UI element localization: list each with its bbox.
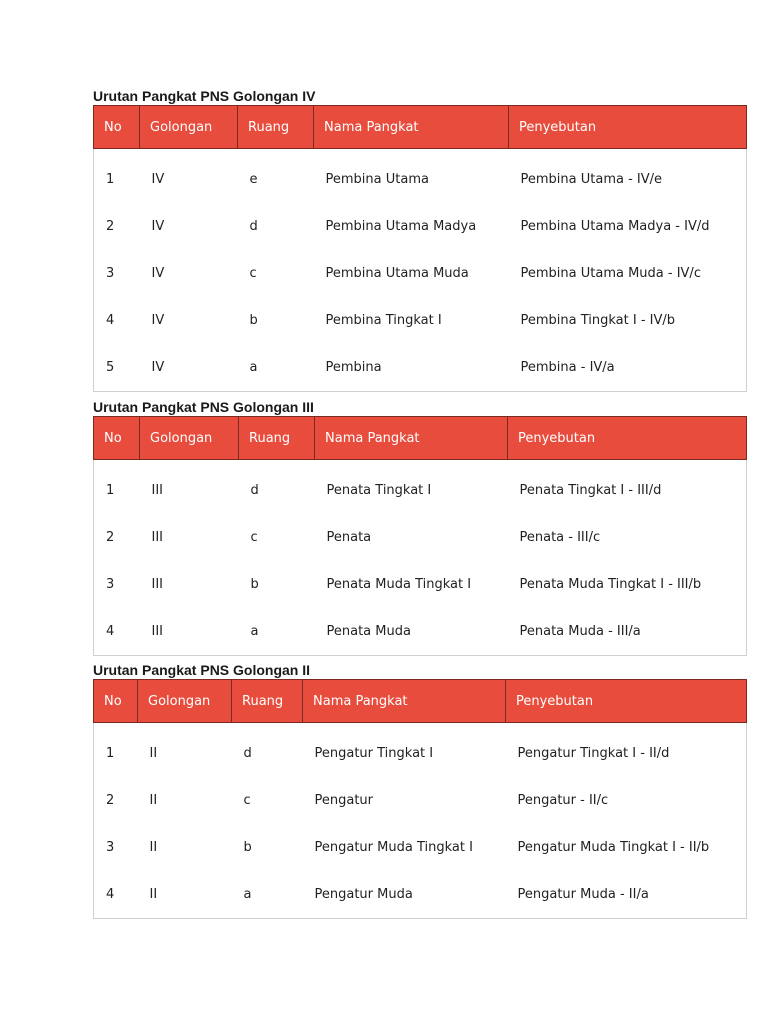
cell-golongan: II [149, 887, 158, 902]
cell-golongan: III [151, 624, 164, 639]
cell-golongan: III [151, 483, 164, 498]
cell-golongan: II [149, 840, 158, 855]
table-header-row [94, 106, 747, 149]
cell-no: 2 [106, 219, 115, 234]
table-row [94, 297, 747, 344]
cell-ruang: a [250, 624, 259, 639]
cell-ruang: a [243, 887, 252, 902]
column-header-golongan: Golongan [140, 417, 239, 460]
cell-ruang: d [250, 483, 259, 498]
cell-penyebutan: Pembina - IV/a [520, 360, 615, 375]
rank-table [93, 105, 747, 392]
table-row [94, 250, 747, 297]
cell-golongan: IV [151, 313, 165, 328]
cell-golongan: IV [151, 360, 165, 375]
column-header-ruang: Ruang [232, 680, 303, 723]
cell-no: 5 [106, 360, 115, 375]
cell-nama-pangkat: Pembina Tingkat I [325, 313, 442, 328]
cell-golongan: IV [151, 172, 165, 187]
cell-penyebutan: Penata - III/c [519, 530, 601, 545]
cell-ruang: b [250, 577, 259, 592]
cell-no: 4 [106, 887, 115, 902]
cell-no: 1 [106, 172, 115, 187]
column-header-nama-pangkat: Nama Pangkat [315, 417, 508, 460]
table-row [94, 777, 747, 824]
cell-no: 1 [106, 746, 115, 761]
cell-no: 3 [106, 266, 115, 281]
cell-nama-pangkat: Pembina Utama [325, 172, 429, 187]
cell-penyebutan: Pengatur Muda - II/a [517, 887, 649, 902]
cell-no: 1 [106, 483, 115, 498]
section-title: Urutan Pangkat PNS Golongan III [93, 399, 314, 415]
cell-golongan: II [149, 746, 158, 761]
cell-ruang: b [243, 840, 252, 855]
table-row [94, 608, 747, 656]
cell-nama-pangkat: Pembina Utama Muda [325, 266, 469, 281]
cell-penyebutan: Pembina Utama Muda - IV/c [520, 266, 701, 281]
column-header-nama-pangkat: Nama Pangkat [314, 106, 509, 149]
cell-ruang: c [249, 266, 257, 281]
table-header-row [94, 680, 747, 723]
column-header-golongan: Golongan [140, 106, 238, 149]
cell-golongan: II [149, 793, 158, 808]
column-header-penyebutan: Penyebutan [508, 417, 747, 460]
cell-penyebutan: Penata Tingkat I - III/d [519, 483, 662, 498]
table-row [94, 203, 747, 250]
cell-penyebutan: Pengatur Muda Tingkat I - II/b [517, 840, 710, 855]
cell-ruang: c [250, 530, 258, 545]
section-title: Urutan Pangkat PNS Golongan IV [93, 88, 316, 104]
column-header-penyebutan: Penyebutan [509, 106, 747, 149]
section-golongan-ii [93, 661, 746, 919]
cell-nama-pangkat: Penata Tingkat I [326, 483, 432, 498]
cell-ruang: c [243, 793, 251, 808]
rank-table [93, 679, 747, 919]
section-golongan-iii [93, 398, 746, 656]
cell-no: 3 [106, 577, 115, 592]
table-row [94, 824, 747, 871]
column-header-no: No [94, 680, 138, 723]
cell-ruang: d [249, 219, 258, 234]
cell-nama-pangkat: Pengatur Tingkat I [314, 746, 434, 761]
cell-nama-pangkat: Penata Muda Tingkat I [326, 577, 472, 592]
cell-penyebutan: Pengatur - II/c [517, 793, 609, 808]
column-header-ruang: Ruang [238, 106, 314, 149]
column-header-nama-pangkat: Nama Pangkat [303, 680, 506, 723]
cell-no: 4 [106, 313, 115, 328]
cell-penyebutan: Penata Muda - III/a [519, 624, 641, 639]
cell-ruang: a [249, 360, 258, 375]
cell-penyebutan: Pembina Utama - IV/e [520, 172, 663, 187]
cell-golongan: IV [151, 219, 165, 234]
table-header-row [94, 417, 747, 460]
cell-no: 2 [106, 530, 115, 545]
column-header-golongan: Golongan [138, 680, 232, 723]
column-header-ruang: Ruang [239, 417, 315, 460]
cell-ruang: b [249, 313, 258, 328]
cell-nama-pangkat: Penata Muda [326, 624, 411, 639]
cell-golongan: III [151, 530, 164, 545]
cell-golongan: III [151, 577, 164, 592]
cell-nama-pangkat: Pembina Utama Madya [325, 219, 477, 234]
table-row [94, 871, 747, 919]
cell-penyebutan: Pembina Utama Madya - IV/d [520, 219, 710, 234]
cell-nama-pangkat: Pembina [325, 360, 382, 375]
section-title: Urutan Pangkat PNS Golongan II [93, 662, 311, 678]
column-header-no: No [94, 417, 140, 460]
table-row [94, 344, 747, 392]
cell-nama-pangkat: Pengatur Muda [314, 887, 413, 902]
table-row [94, 149, 747, 204]
cell-no: 3 [106, 840, 115, 855]
column-header-no: No [94, 106, 140, 149]
cell-ruang: e [249, 172, 258, 187]
column-header-penyebutan: Penyebutan [506, 680, 747, 723]
cell-nama-pangkat: Pengatur Muda Tingkat I [314, 840, 473, 855]
rank-table [93, 416, 747, 656]
cell-penyebutan: Penata Muda Tingkat I - III/b [519, 577, 702, 592]
cell-golongan: IV [151, 266, 165, 281]
cell-no: 4 [106, 624, 115, 639]
section-golongan-iv [93, 87, 746, 392]
table-row [94, 514, 747, 561]
cell-penyebutan: Pengatur Tingkat I - II/d [517, 746, 670, 761]
cell-no: 2 [106, 793, 115, 808]
cell-penyebutan: Pembina Tingkat I - IV/b [520, 313, 676, 328]
cell-ruang: d [243, 746, 252, 761]
table-row [94, 723, 747, 778]
table-row [94, 561, 747, 608]
cell-nama-pangkat: Pengatur [314, 793, 374, 808]
cell-nama-pangkat: Penata [326, 530, 372, 545]
table-row [94, 460, 747, 515]
